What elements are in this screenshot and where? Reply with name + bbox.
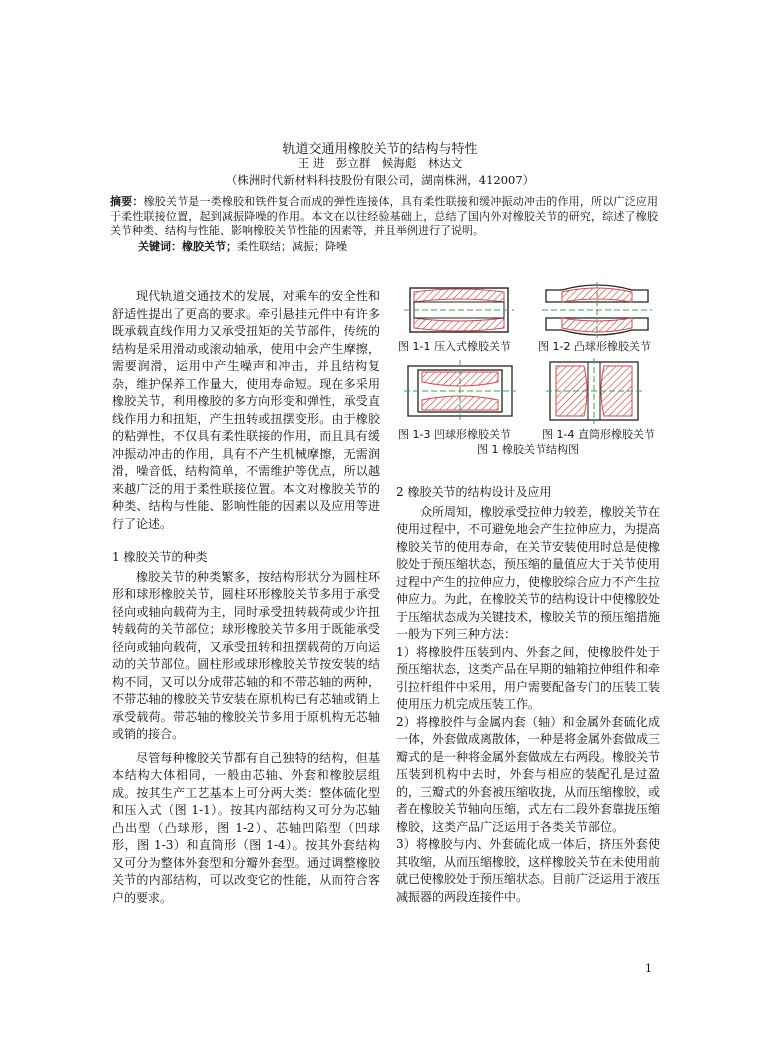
method-item-3: 3）将橡胶与内、外套硫化成一体后，挤压外套使其收缩，从而压缩橡胶，这样橡胶关节在未使用前就已使橡胶处于预压缩状态。目前广泛运用于液压减振器的两段连接件中。 — [396, 837, 661, 904]
section-2-heading: 2 橡胶关节的结构设计及应用 — [396, 485, 552, 499]
left-column — [112, 288, 380, 907]
method-item-2: 2）将橡胶件与金属内套（轴）和金属外套硫化成一体，外套做成离散体，一种是将金属外套做成三瓣式的是一种将金属外套做成左右两段。橡胶关节压装到机构中去时，外套与相应的装配孔是过盈的，三瓣式的外套被压缩收拢，从而压缩橡胶，或者在橡胶关节轴向压缩，式左右二段外套靠拢压缩橡胶，这类产品广泛运用于各类关节部位。 — [396, 714, 661, 834]
right-column — [396, 484, 660, 906]
section-2-paragraph-1: 众所周知，橡胶承受拉伸力较差，橡胶关节在使用过程中，不可避免地会产生拉伸应力，为提高橡胶关节的使用寿命，在关节安装使用时总是使橡胶处于预压缩状态，预压缩的量值应大于关节使用过程中产生的拉伸应力，使橡胶综合应力不产生拉伸应力。为此，在橡胶关节的结构设计中使橡胶处于压缩状态成为关键技术，橡胶关节的预压缩措施一般为下列三种方法： — [396, 504, 661, 641]
abstract-text: 橡胶关节是一类橡胶和铁件复合而成的弹性连接体，具有柔性联接和缓冲振动冲击的作用，所以广泛应用于柔性联接位置，起到减振降噪的作用。本文在以往经验基础上，总结了国内外对橡胶关节的研究，综述了橡胶关节种类、结构与性能、影响橡胶关节性能的因素等，并且举例进行了说明。 — [110, 195, 658, 237]
fig-1-4-drawing — [546, 358, 642, 424]
page-number: 1 — [645, 962, 652, 975]
author-list: 王 进 彭立群 候海彪 林达文 — [297, 156, 463, 170]
intro-paragraph: 现代轨道交通技术的发展，对乘车的安全性和舒适性提出了更高的要求。牵引悬挂元件中有许多既承载直线作用力又承受扭矩的关节部件，传统的结构是采用滑动或滚动轴承，使用中会产生摩擦，需要润滑，运用中产生噪声和冲击，并且结构复杂，维护保养工作量大，使用寿命短。现在多采用橡胶关节，利用橡胶的多方向形变和弹性，承受直线作用力和扭矩，产生扭转或扭摆变形。由于橡胶的粘弹性，不仅具有柔性联接的作用，而且具有缓冲振动冲击的作用，具有不产生机械摩擦，无需润滑，噪音低，结构简单，不需维护等优点，所以越来越广泛的用于柔性联接位置。本文对橡胶关节的种类、结构与性能、影响性能的因素以及应用等进行了论述。 — [112, 289, 380, 531]
abstract-label: 摘要： — [110, 195, 144, 208]
fig-1-4-caption: 图 1-4 直筒形橡胶关节 — [542, 428, 655, 441]
keywords — [138, 238, 347, 254]
affiliation: （株洲时代新材料科技股份有限公司，湖南株洲，412007） — [225, 173, 535, 187]
fig-1-2-caption: 图 1-2 凸球形橡胶关节 — [538, 340, 651, 353]
keywords-text: 柔性联结；减振；降噪 — [237, 240, 347, 253]
method-item-1: 1）将橡胶件压装到内、外套之间，使橡胶件处于预压缩状态，这类产品在早期的轴箱拉伸组件和牵引拉杆组件中采用，用户需要配备专门的压装工装使用压力机完成压装工作。 — [396, 644, 661, 711]
paper-title: 轨道交通用橡胶关节的结构与特性 — [282, 142, 478, 157]
figure-1 — [396, 282, 660, 457]
fig-1-2-drawing — [542, 282, 652, 338]
section-1-paragraph-1: 橡胶关节的种类繁多，按结构形状分为圆柱环形和球形橡胶关节，圆柱环形橡胶关节多用于承受径向或轴向载荷为主，同时承受扭转载荷或少许扭转载荷的关节部位；球形橡胶关节多用于既能承受径向或轴向载荷，又承受扭转和扭摆载荷的万向运动的关节部位。圆柱形或球形橡胶关节按安装的结构不同，又可以分成带芯轴的和不带芯轴的两种，不带芯轴的橡胶关节安装在原机构已有芯轴或销上承受载荷。带芯轴的橡胶关节多用于原机构无芯轴或销的接合。 — [112, 569, 380, 741]
section-1-heading: 1 橡胶关节的种类 — [112, 550, 208, 564]
abstract — [110, 195, 658, 239]
fig-1-1-drawing — [404, 284, 514, 336]
fig-1-3-caption: 图 1-3 凹球形橡胶关节 — [398, 428, 511, 441]
figure-1-caption: 图 1 橡胶关节结构图 — [477, 443, 579, 456]
fig-1-1-caption: 图 1-1 压入式橡胶关节 — [398, 340, 511, 353]
keywords-label: 关键词：橡胶关节； — [138, 240, 237, 253]
fig-1-3-drawing — [404, 360, 516, 422]
section-1-paragraph-2: 尽管每种橡胶关节都有自己独特的结构，但基本结构大体相同，一般由芯轴、外套和橡胶层组成。按其生产工艺基本上可分两大类：整体硫化型和压入式（图 1-1）。按其内部结构又可分为芯轴凸出型（凸球形，图 1-2）、芯轴凹陷型（凹球形，图 1-3）和直筒形（图 1-4）。按其外套结构又可分为整体外套型和分瓣外套型。通过调整橡胶关节的内部结构，可以改变它的性能，从而符合客户的要求。 — [112, 750, 380, 905]
